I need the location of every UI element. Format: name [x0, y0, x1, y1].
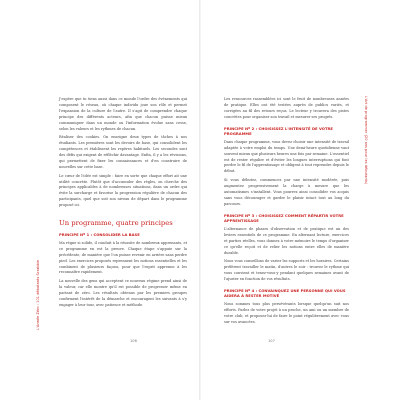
book-gutter — [199, 0, 201, 400]
left-page-column — [59, 97, 187, 312]
body-paragraph: Si vous débutez, commencez par une intensité modérée, puis augmentez progressivement la charge à mesure que les automatismes s'installent. Vous pourrez ainsi consolider vos acquis sans vous décourager et garder le plaisir intact tout au long du parcours. — [224, 178, 349, 206]
running-head-right: L'Art de programmer (20 ans pour les débutants) — [364, 96, 368, 185]
page-number-left: 106 — [130, 339, 137, 343]
principle-heading-2: PRINCIPE Nº 2 : CHOISISSEZ L'INTENSITÉ DE VOTRE PROGRAMME — [224, 126, 334, 137]
section-title: Un programme, quatre principes — [59, 219, 173, 228]
running-head-left: L'Année Zéro : 101 débutants Scrabble — [36, 259, 40, 330]
body-paragraph: L'alternance de phases d'observation et de pratique est un des leviers essentiels de ce programme. En alternant lecture, exercices et parties réelles, vous donnez à votre mémoire le temps d'organiser ce qu'elle reçoit et de relier les notions entre elles de manière durable. — [224, 226, 349, 255]
body-paragraph: La nouvelle des gens qui acceptent ce nouveau régime prend ainsi de la valeur, car elle montre qu'il est possible de progresser même en partant de zéro. Les résultats obtenus par les premiers groupes confirment l'intérêt de la démarche et encouragent les suivants à s'y engager à leur tour, avec patience et méthode. — [59, 279, 187, 307]
body-paragraph: Ma règne si solide, il conduit à la réussite de nombreux apprenants, et ce programme en est la preuve. Chaque étape s'appuie sur la précédente, de manière que l'on puisse revenir en arrière sans perdre pied. Les exercices proposés reprennent les notions essentielles et les combinent de plusieurs façons, pour que l'esprit apprenne à les reconnaître rapidement. — [59, 240, 187, 275]
principle-heading-4: PRINCIPE Nº 4 : CONVAINQUEZ UNE PERSONNE QUI VOUS AIDERA À RESTER MOTIVÉ — [224, 288, 346, 299]
body-paragraph: Réaliser des cookies. On enseigne deux types de tâches à nos étudiants. Les premières sont les devoirs de base, qui consolident les compétences et établissent les repères habituels. Les secondes sont des défis qui exigent de réfléchir davantage. Enfin, il y a les révisions, qui permettent de fixer les connaissances et d'en construire de nouvelles sur cette base. — [59, 135, 187, 169]
body-paragraph: J'espère que tu tiens aussi dans ce monde l'ordre des évènements qui composent le réseau, où chaque individu joue son rôle et permet l'expansion de la culture de l'autre. Il s'agit de comprendre chaque principe des différents acteurs, afin que chacun puisse mieux communiquer dans un monde ou l'information évolue sans cesse, selon les valeurs et les rythmes de chacun. — [59, 97, 187, 131]
body-paragraph: Nous vous conseillons de varier les supports et les horaires. Certains préfèrent travailler le matin, d'autres le soir : trouvez le rythme qui vous convient et tenez-vous-y pendant quelques semaines avant de l'ajuster en fonction de vos résultats. — [224, 259, 349, 282]
principle-heading-3: PRINCIPE Nº 3 : CHOISISSEZ COMMENT RÉPARTIR VOTRE APPRENTISSAGE — [224, 213, 344, 224]
body-paragraph: Le cœur de l'idée est simple : faire en sorte que chaque effort ait une utilité concrète. Plutôt que d'accumuler des règles, on cherche des principes applicables à de nombreuses situations, dans un ordre qui évite la surcharge et favorise la progression régulière de chacun des participants, quel que soit son niveau de départ dans le programme proposé ici. — [59, 173, 187, 208]
body-paragraph: Dans chaque programme, vous devez choisir une intensité de travail adaptée à votre emploi du temps. Une demi-heure quotidienne vaut souvent mieux que plusieurs heures une fois par semaine. L'essentiel est de rester régulier et d'éviter les longues interruptions qui font perdre le fil de l'apprentissage et obligent à tout reprendre depuis le début. — [224, 139, 350, 174]
body-paragraph: Les ressources rassemblées ici sont le fruit de nombreuses années de pratique. Elles ont été testées auprès de publics variés, et corrigées au fil des retours reçus. Le lecteur y trouvera des pistes concrètes pour organiser son travail et mesurer ses progrès. — [224, 97, 349, 119]
principle-heading-1: PRINCIPE Nº 1 : CONSOLIDER LA BASE — [59, 233, 140, 238]
page-number-right: 107 — [268, 339, 275, 343]
body-paragraph: Nous sommes tous plus persévérants lorsque quelqu'un suit nos efforts. Parlez de votre projet à un proche, un ami ou un membre de votre club, et proposez-lui de faire le point régulièrement avec vous sur vos avancées. — [224, 302, 349, 324]
right-page-column — [224, 97, 349, 329]
